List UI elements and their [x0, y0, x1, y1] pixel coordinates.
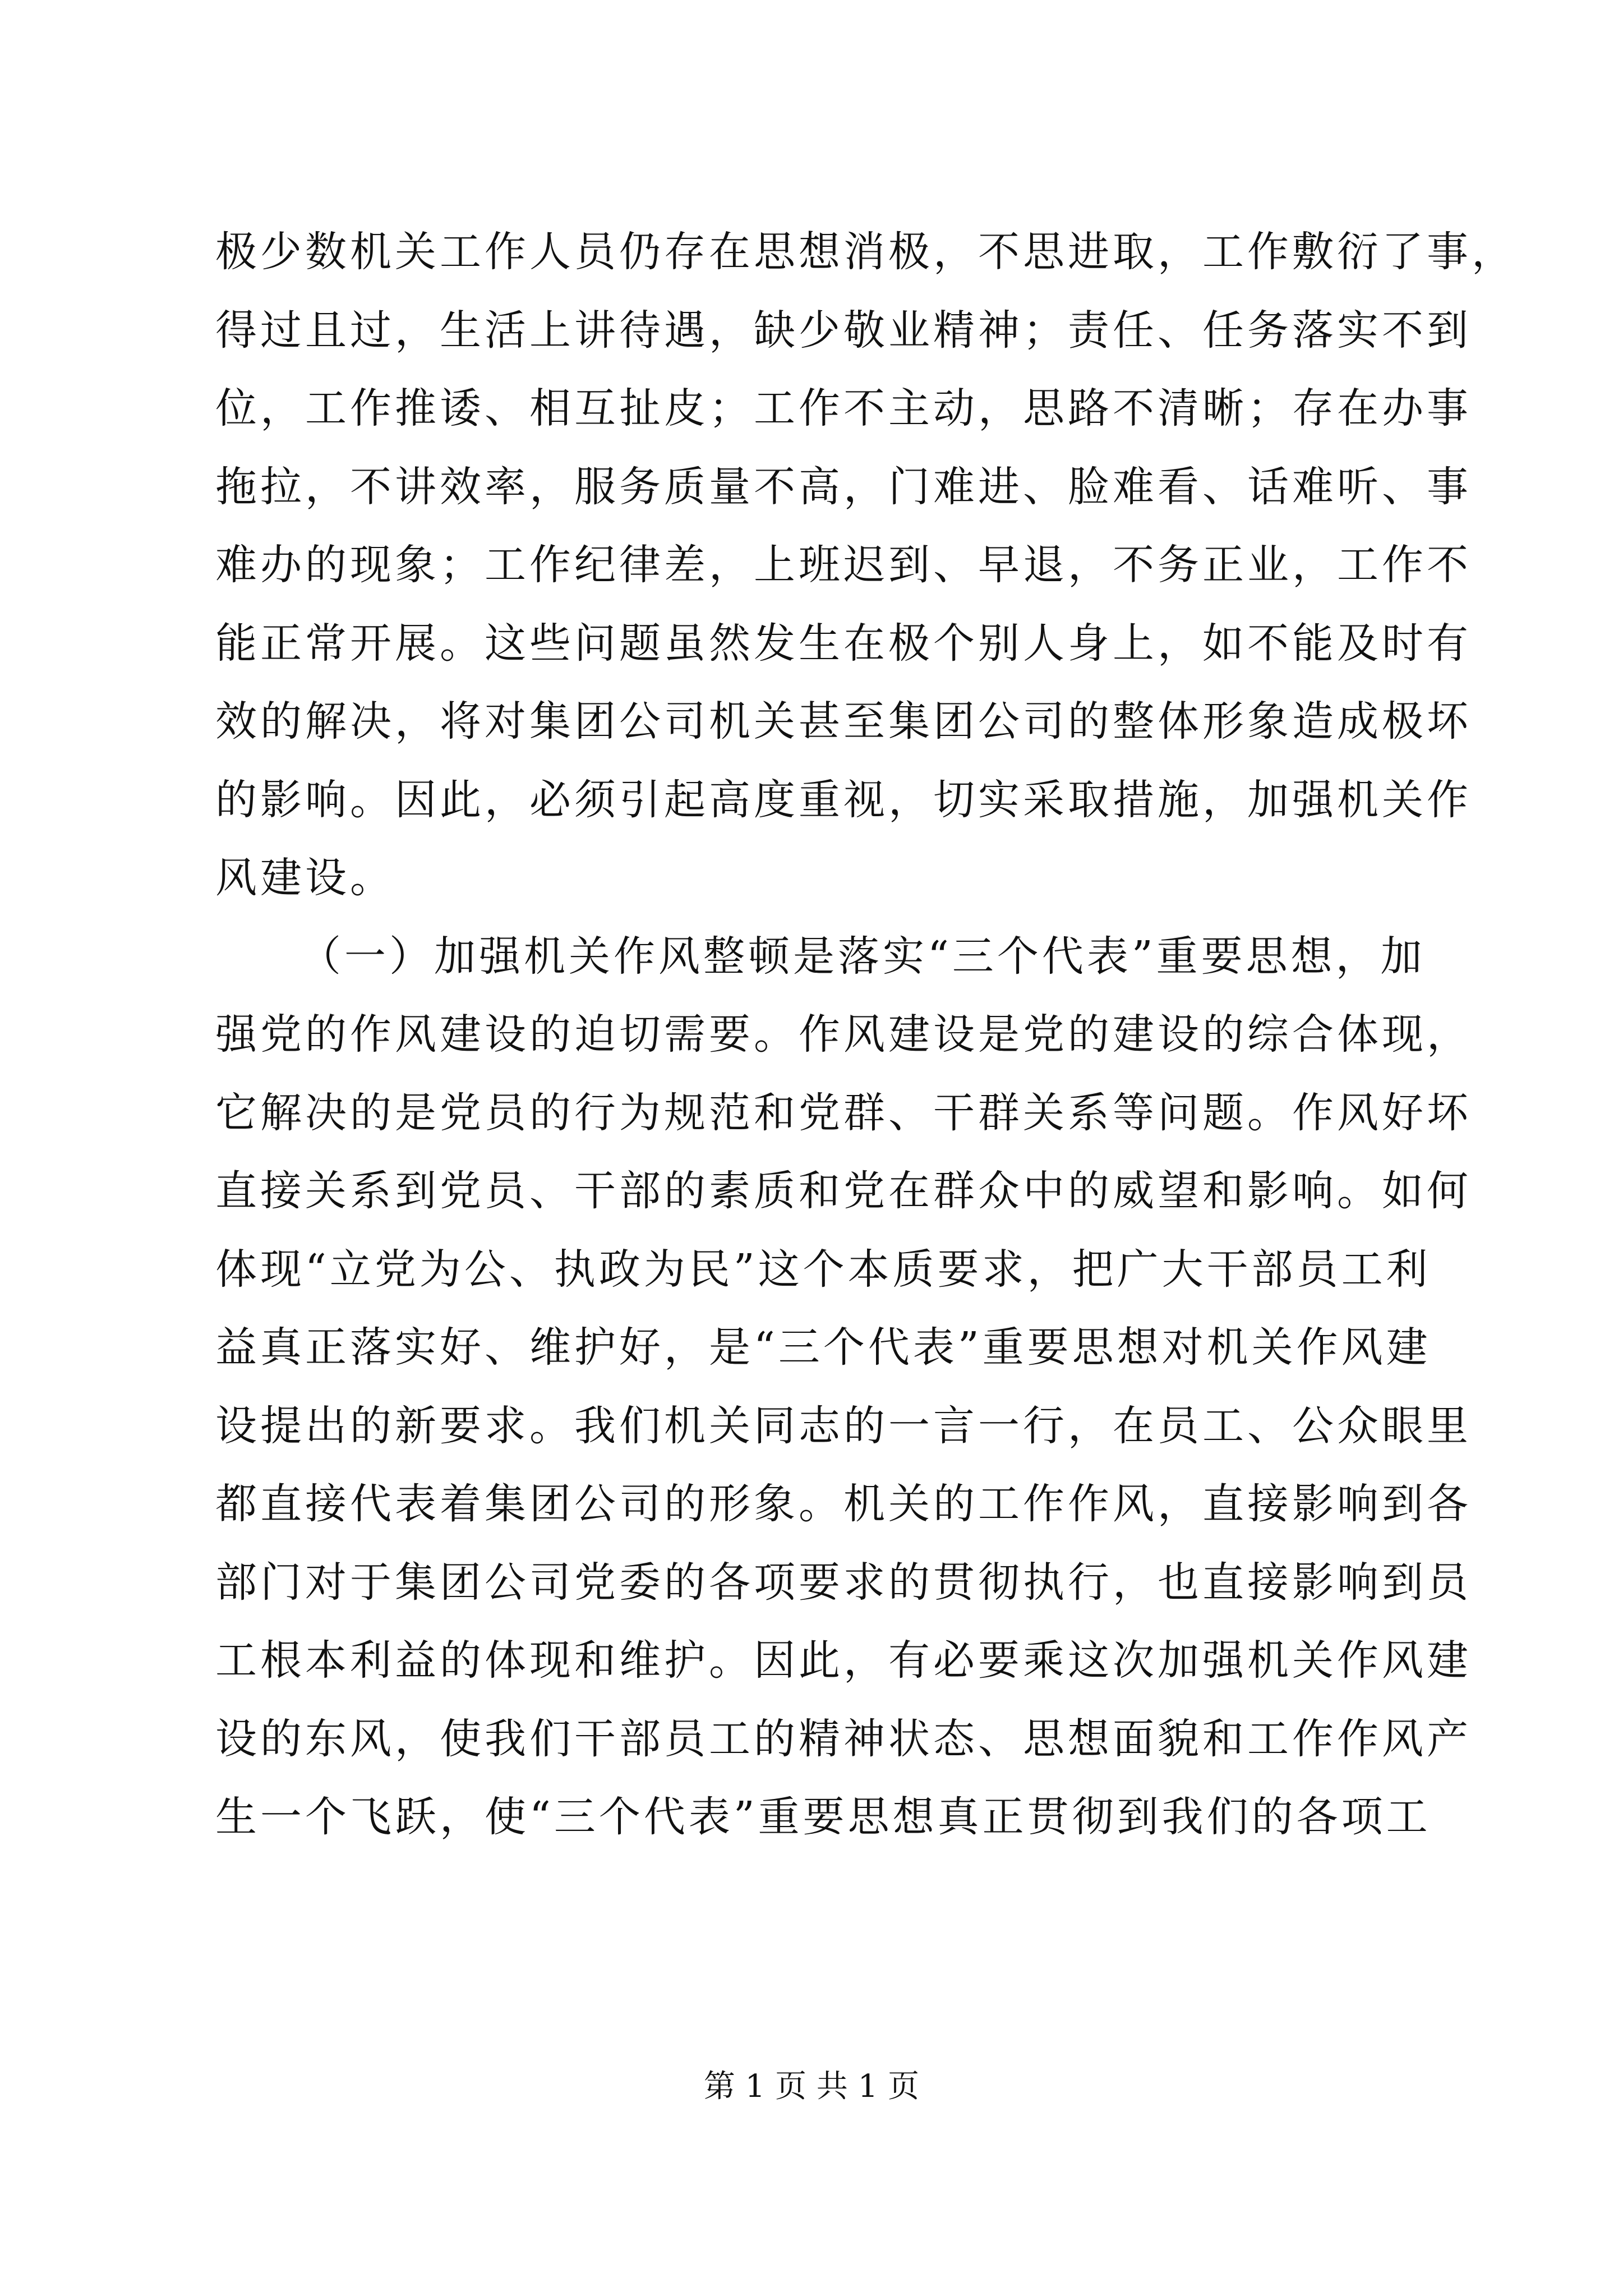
text-line: 效的解决，将对集团公司机关甚至集团公司的整体形象造成极坏	[215, 697, 1472, 746]
text-line: 设提出的新要求。我们机关同志的一言一行，在员工、公众眼里	[215, 1401, 1472, 1450]
text-line: 能正常开展。这些问题虽然发生在极个别人身上，如不能及时有	[215, 619, 1472, 668]
page-footer	[0, 2064, 1623, 2109]
text-line: 难办的现象；工作纪律差，上班迟到、早退，不务正业，工作不	[215, 541, 1472, 589]
text-line: 极少数机关工作人员仍存在思想消极，不思进取，工作敷衍了事，	[215, 228, 1516, 276]
text-line: 体现“立党为公、执政为民”这个本质要求，把广大干部员工利	[215, 1245, 1431, 1294]
text-line: 工根本利益的体现和维护。因此，有必要乘这次加强机关作风建	[215, 1636, 1472, 1685]
paragraph-heading-line: （一）加强机关作风整顿是落实“三个代表”重要思想，加	[299, 932, 1426, 981]
text-line: 直接关系到党员、干部的素质和党在群众中的威望和影响。如何	[215, 1167, 1472, 1215]
text-line: 拖拉，不讲效率，服务质量不高，门难进、脸难看、话难听、事	[215, 462, 1472, 511]
text-line: 风建设。	[215, 854, 395, 902]
text-line: 都直接代表着集团公司的形象。机关的工作作风，直接影响到各	[215, 1480, 1472, 1528]
text-line: 生一个飞跃，使“三个代表”重要思想真正贯彻到我们的各项工	[215, 1793, 1431, 1841]
text-line: 益真正落实好、维护好，是“三个代表”重要思想对机关作风建	[215, 1323, 1431, 1372]
text-line: 设的东风，使我们干部员工的精神状态、思想面貌和工作作风产	[215, 1714, 1472, 1763]
body-text	[215, 213, 1516, 1857]
page-number: 第 1 页 共 1 页	[703, 2068, 920, 2105]
text-line: 得过且过，生活上讲待遇，缺少敬业精神；责任、任务落实不到	[215, 306, 1472, 355]
text-line: 的影响。因此，必须引起高度重视，切实采取措施，加强机关作	[215, 775, 1472, 824]
text-line: 它解决的是党员的行为规范和党群、干群关系等问题。作风好坏	[215, 1088, 1472, 1137]
text-line: 部门对于集团公司党委的各项要求的贯彻执行，也直接影响到员	[215, 1558, 1472, 1607]
text-line: 位，工作推诿、相互扯皮；工作不主动，思路不清晰；存在办事	[215, 384, 1472, 432]
text-line: 强党的作风建设的迫切需要。作风建设是党的建设的综合体现，	[215, 1010, 1472, 1059]
